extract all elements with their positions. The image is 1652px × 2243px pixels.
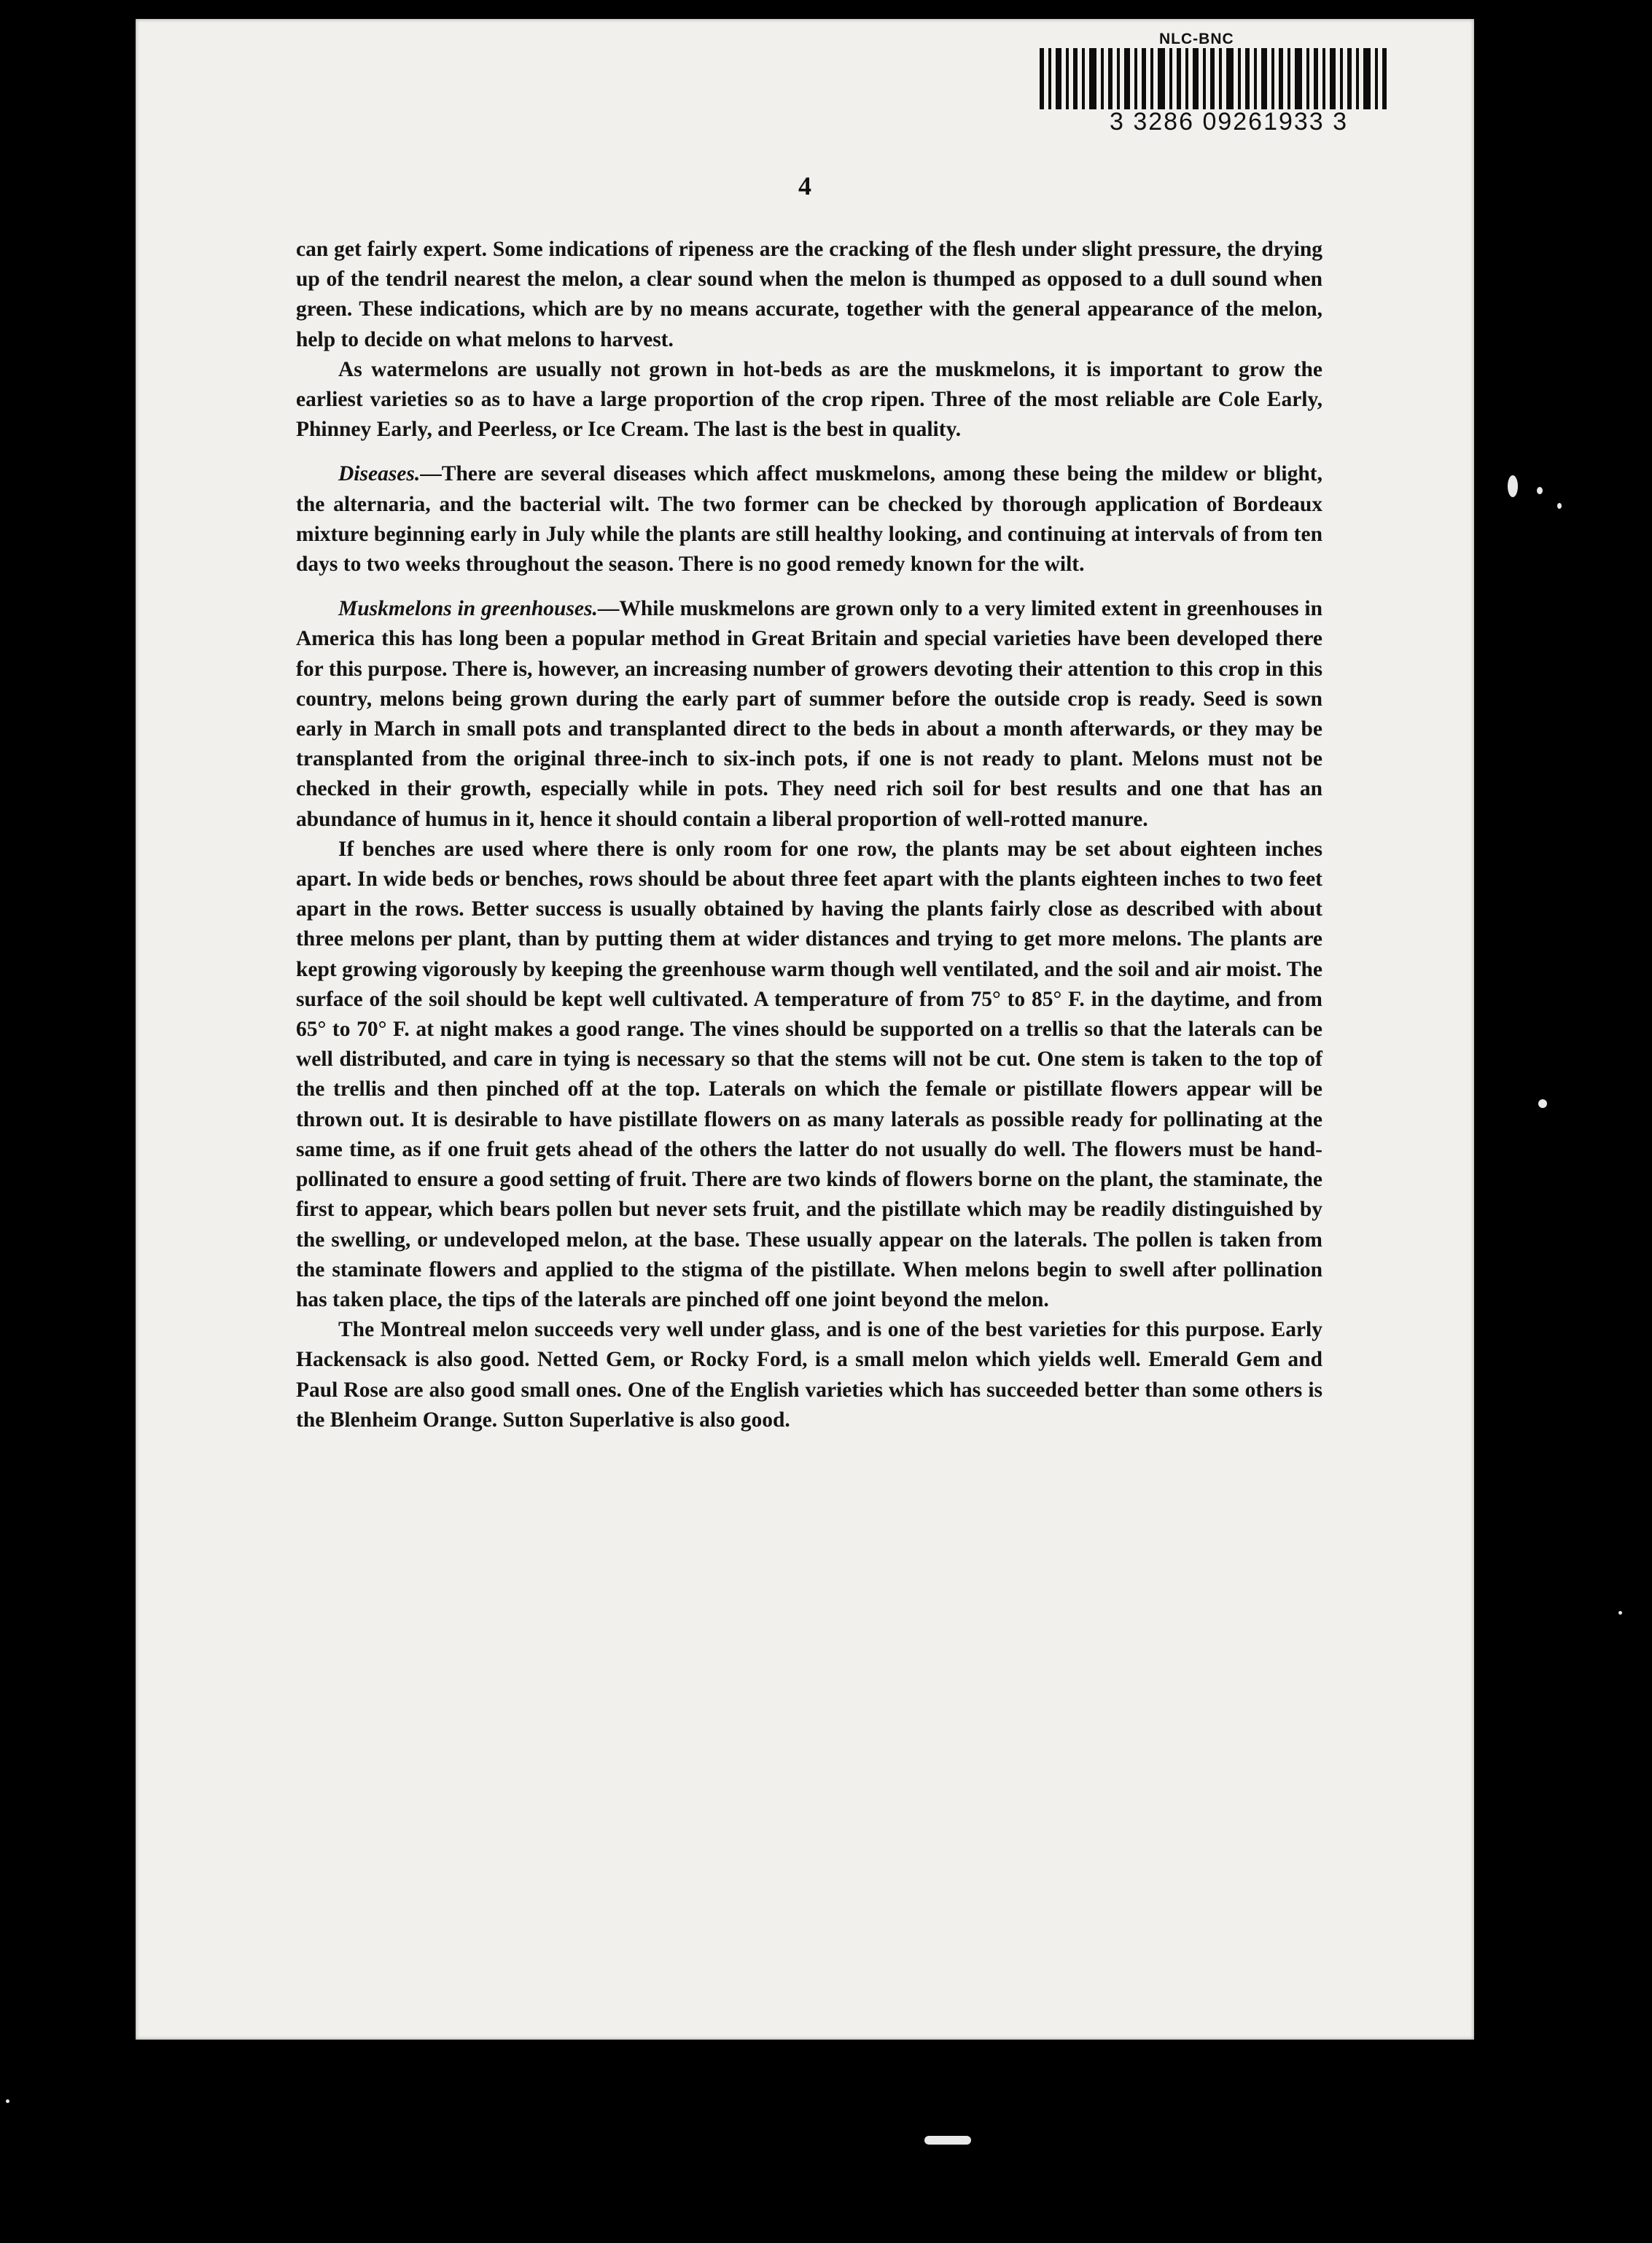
body-text: [296, 235, 1322, 1435]
paragraph: [296, 594, 1322, 835]
barcode-number: 3 3286 09261933 3: [1110, 108, 1349, 136]
document-page: [136, 19, 1474, 2040]
paragraph-text: The Montreal melon succeeds very well under glass, and is one of the best varieties for this purpose. Early Hackensack is also good. Netted Gem, or Rocky Ford, is a small melon which yields well. Emerald Gem and Paul Rose are also good small ones. One of the English varieties which has succeeded better than some others is the Blenheim Orange. Sutton Superlative is also good.: [296, 1318, 1322, 1432]
paragraph: [296, 459, 1322, 580]
section-heading-diseases: Diseases.: [338, 462, 421, 486]
paragraph-text: —While muskmelons are grown only to a very limited extent in greenhouses in America this has long been a popular method in Great Britain and special varieties have been developed there for this purpose. There is, however, an increasing number of growers devoting their attention to this crop in this country, melons being grown during the early part of summer before the outside crop is ready. Seed is sown early in March in small pots and transplanted direct to the beds in about a month afterwards, or they may be transplanted from the original three-inch to six-inch pots, if one is not ready to plant. Melons must not be checked in their growth, especially while in pots. They need rich soil for best results and one that has an abundance of humus in it, hence it should contain a liberal proportion of well-rotted manure.: [296, 597, 1322, 831]
page-number: 4: [798, 171, 811, 200]
library-label: NLC-BNC: [1159, 31, 1234, 47]
paragraph-text: If benches are used where there is only room for one row, the plants may be set about eighteen inches apart. In wide beds or benches, rows should be about three feet apart with the plants eighteen inches to two feet apart in the rows. Better success is usually obtained by having the plants fairly close as described with about three melons per plant, than by putting them at wider distances and trying to get more melons. The plants are kept growing vigorously by keeping the greenhouse warm though well ventilated, and the soil and air moist. The surface of the soil should be kept well cultivated. A temperature of from 75° to 85° F. in the daytime, and from 65° to 70° F. at night makes a good range. The vines should be supported on a trellis so that the laterals can be well distributed, and care in tying is necessary so that the stems will not be cut. One stem is taken to the top of the trellis and then pinched off at the top. Laterals on which the female or pistillate flowers appear will be thrown out. It is desirable to have pistillate flowers on as many laterals as possible ready for pollinating at the same time, as if one fruit gets ahead of the others the latter do not usually do well. The flowers must be hand-pollinated to ensure a good setting of fruit. There are two kinds of flowers borne on the plant, the staminate, the first to appear, which bears pollen but never sets fruit, and the pistillate which may be readily distinguished by the swelling, or undeveloped melon, at the base. These usually appear on the laterals. The pollen is taken from the staminate flowers and applied to the stigma of the pistillate. When melons begin to swell after pollination has taken place, the tips of the laterals are pinched off one joint beyond the melon.: [296, 837, 1322, 1311]
paragraph-text: can get fairly expert. Some indications of ripeness are the cracking of the flesh under slight pressure, the drying up of the tendril nearest the melon, a clear sound when the melon is thumped as opposed to a dull sound when green. These indications, which are by no means accurate, together with the general appearance of the melon, help to decide on what melons to harvest.: [296, 238, 1322, 351]
barcode-block: [1037, 19, 1391, 149]
paragraph: [296, 1315, 1322, 1435]
barcode-icon: [1037, 48, 1391, 109]
paragraph: [296, 355, 1322, 445]
paragraph: [296, 835, 1322, 1315]
paragraph: [296, 235, 1322, 355]
paragraph-text: As watermelons are usually not grown in hot-beds as are the muskmelons, it is important to grow the earliest varieties so as to have a large proportion of the crop ripen. Three of the most reliable are Cole Early, Phinney Early, and Peerless, or Ice Cream. The last is the best in quality.: [296, 357, 1322, 442]
paragraph-text: —There are several diseases which affect muskmelons, among these being the mildew or blight, the alternaria, and the bacterial wilt. The two former can be checked by thorough application of Bordeaux mixture beginning early in July while the plants are still healthy looking, and continuing at intervals of from ten days to two weeks throughout the season. There is no good remedy known for the wilt.: [296, 462, 1322, 577]
section-heading-greenhouses: Muskmelons in greenhouses.: [338, 597, 598, 621]
